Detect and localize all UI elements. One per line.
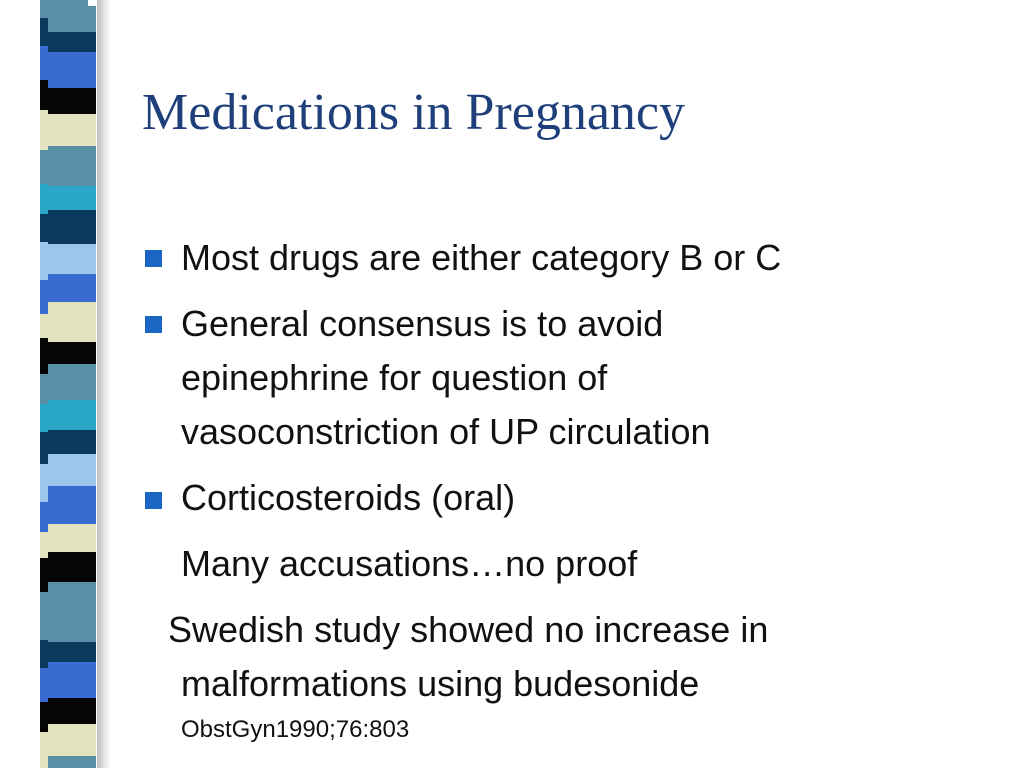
reference-citation: ObstGyn1990;76:803 [181,716,410,743]
square-bullet-icon [145,316,162,333]
bullet-2-line-3: vasoconstriction of UP circulation [181,411,711,452]
bullet-2-line-2: epinephrine for question of [181,357,608,398]
bullet-1-line-1: Most drugs are either category B or C [181,237,782,278]
square-bullet-icon [145,492,162,509]
square-bullet-icon [145,250,162,267]
sub-line-3: malformations using budesonide [181,663,700,704]
bullet-3-line-1: Corticosteroids (oral) [181,477,516,518]
sub-line-2: Swedish study showed no increase in [168,609,769,650]
bullet-2-line-1: General consensus is to avoid [181,303,664,344]
slide-title: Medications in Pregnancy [142,84,685,141]
sub-line-1: Many accusations…no proof [181,543,638,584]
